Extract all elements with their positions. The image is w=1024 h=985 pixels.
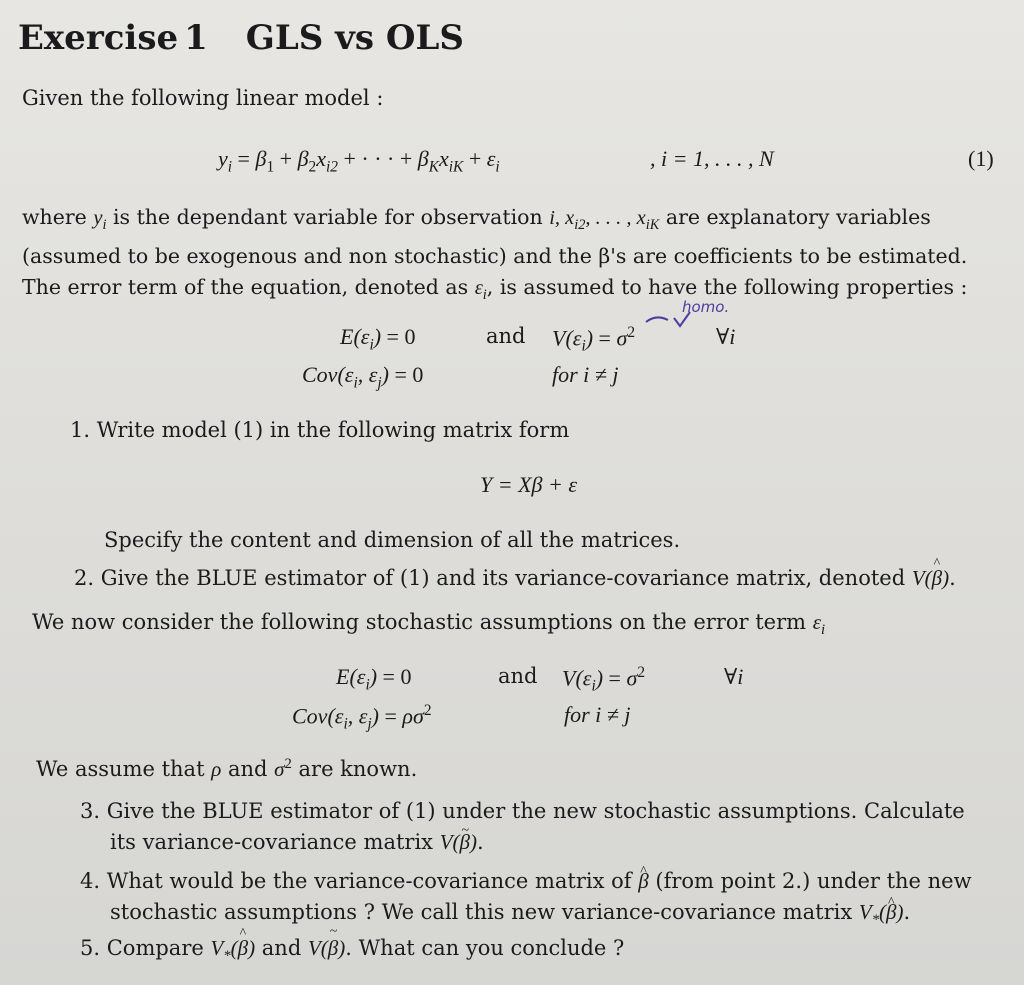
transition-text: We now consider the following stochastic assumptions on the error term $\varepsilon_i$ (32, 610, 826, 639)
q5-a: Compare (106, 936, 211, 960)
heading-number: 1 (184, 18, 208, 58)
props2-and: and (498, 664, 538, 688)
where-line-2: (assumed to be exogenous and non stochastic) and the β's are coefficients to be estimated. (22, 244, 968, 269)
heading-topic: GLS vs OLS (245, 18, 464, 58)
q4-line-1b: (from point 2.) under the new (648, 869, 972, 893)
model-equation: $y_i = \beta_1 + \beta_2x_{i2}$ + · · · + $\beta_Kx_{iK} + \varepsilon_i$ (218, 146, 500, 176)
question-1 (70, 418, 569, 442)
known-text: We assume that ρ and $\sigma^2$ are known. (36, 756, 418, 781)
props1-for: for i ≠ j (552, 362, 619, 387)
model-lhs-sub: i (227, 158, 233, 176)
where-text-e: , is assumed to have the following properties : (486, 275, 968, 300)
question-4: 4. What would be the variance-covariance matrix of ^ β (from point 2.) under the new stochastic assumptions ? We call this new variance-covariance matrix $V_*(\^{}$ β). (80, 866, 972, 936)
heading-label: Exercise (18, 18, 179, 58)
props1-covariance: $Cov(\varepsilon_i$, $\varepsilon_j) = 0$ (302, 362, 424, 392)
q4-line-1a: What would be the variance-covariance matrix of (106, 869, 639, 893)
equation-number: (1) (968, 146, 994, 171)
known-c: are known. (291, 757, 418, 781)
where-text-a: where (22, 205, 94, 229)
q4-line-2: stochastic assumptions ? We call this new variance-covariance matrix (110, 900, 859, 924)
props1-variance: $V(\varepsilon_i) = \sigma^2$ (552, 324, 636, 355)
props2-covariance: $Cov(\varepsilon_i$, $\varepsilon_j) = \rho\sigma^2$ (292, 702, 432, 733)
model-range: , i = 1, . . . , N (650, 146, 774, 171)
props1-expectation: $E(\varepsilon_i) = 0$ (340, 324, 416, 354)
q3-number: 3. (80, 799, 101, 823)
props1-forall: ∀i (716, 324, 736, 349)
q3-line-1: Give the BLUE estimator of (1) under the new stochastic assumptions. Calculate (106, 799, 965, 823)
props2-for: for i ≠ j (564, 702, 631, 727)
where-text-b: is the dependant variable for observation (106, 205, 550, 229)
props2-forall: ∀i (724, 664, 744, 689)
props2-variance: $V(\varepsilon_i) = \sigma^2$ (562, 664, 646, 695)
q1-followup: Specify the content and dimension of all the matrices. (104, 528, 681, 552)
exercise-heading (18, 18, 464, 58)
props2-expectation: $E(\varepsilon_i) = 0$ (336, 664, 412, 694)
question-3: 3. Give the BLUE estimator of (1) under the new stochastic assumptions. Calculate its variance-covariance matrix V(~ β). (80, 796, 965, 858)
q5-b: and (255, 936, 308, 960)
where-line-3: The error term of the equation, denoted as $\varepsilon_i$, is assumed to have the following properties : (22, 275, 968, 304)
where-text-c: are explanatory variables (659, 205, 931, 229)
known-b: and (221, 757, 275, 781)
matrix-form: Y = Xβ + ε (480, 472, 577, 497)
q4-number: 4. (80, 869, 101, 893)
hand-note: homo. (682, 298, 730, 316)
known-a: We assume that (36, 757, 212, 781)
question-2: 2. Give the BLUE estimator of (1) and its variance-covariance matrix, denoted V(^ β). (74, 566, 956, 591)
q5-c: . What can you conclude ? (345, 936, 625, 960)
props1-and: and (486, 324, 526, 348)
model-lhs: y (218, 146, 228, 171)
question-5: 5. Compare $V_*(\^{}$ β) and V(~ β). What can you conclude ? (80, 936, 624, 965)
q5-number: 5. (80, 936, 101, 960)
q2-number: 2. (74, 566, 95, 590)
where-paragraph (22, 202, 1004, 311)
q1-number: 1. (70, 418, 91, 442)
where-text-d: The error term of the equation, denoted as (22, 275, 475, 300)
q3-line-2: its variance-covariance matrix (110, 830, 440, 854)
intro-text: Given the following linear model : (22, 86, 384, 110)
q2-text: Give the BLUE estimator of (1) and its variance-covariance matrix, denoted (100, 566, 912, 590)
where-line-1: where $y_i$ is the dependant variable for observation i, $x_{i2}$, . . . , $x_{iK}$ are explanatory variables (22, 205, 931, 234)
transition-body: We now consider the following stochastic assumptions on the error term (32, 610, 813, 634)
q1-text: Write model (1) in the following matrix form (96, 418, 570, 442)
